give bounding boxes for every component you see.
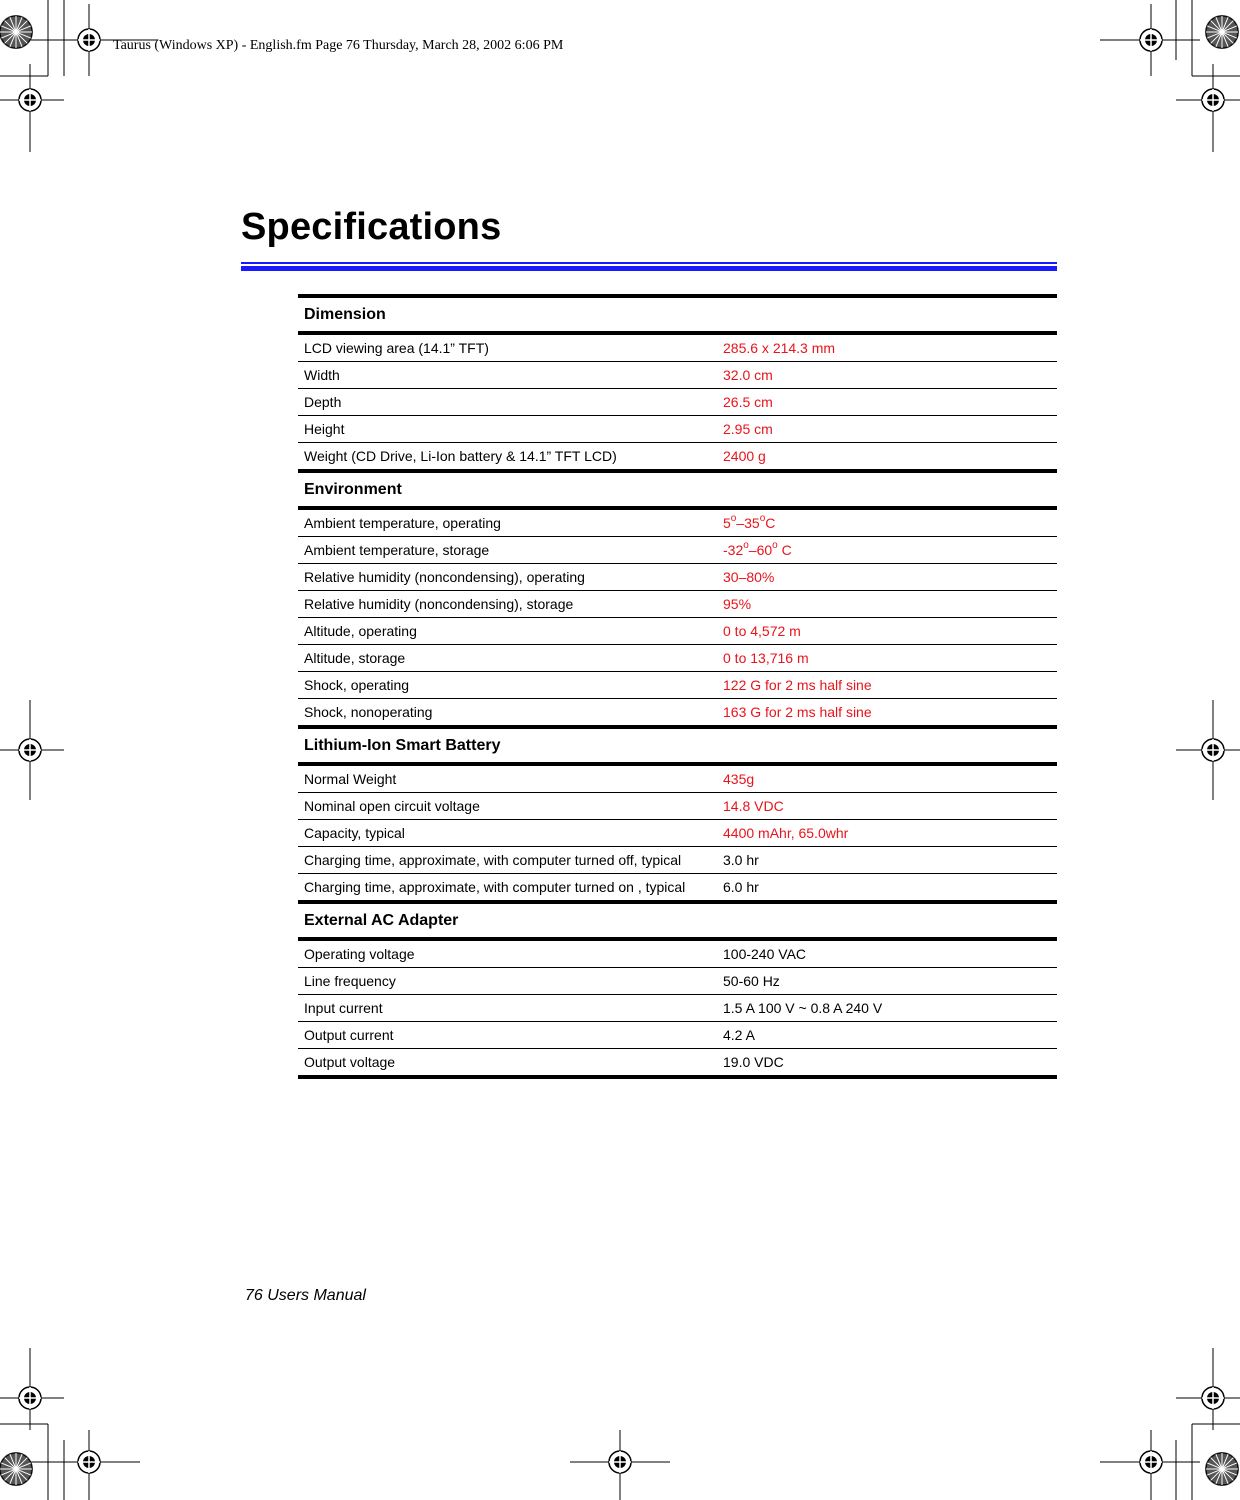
spec-value-part: -32: [723, 542, 744, 558]
spec-row: [298, 995, 1057, 1022]
spec-value: 14.8 VDC: [717, 793, 1057, 820]
spec-value: 0 to 13,716 m: [717, 645, 1057, 672]
spec-label: Line frequency: [298, 968, 717, 995]
section-heading: Lithium-Ion Smart Battery: [298, 727, 1057, 764]
spec-row: [298, 645, 1057, 672]
spec-label: Altitude, operating: [298, 618, 717, 645]
section-header-row: [298, 296, 1057, 333]
section-heading: Environment: [298, 471, 1057, 508]
section-heading: Dimension: [298, 296, 1057, 333]
spec-label: Input current: [298, 995, 717, 1022]
page-title: Specifications: [241, 206, 502, 248]
spec-value: [717, 537, 1057, 564]
spec-value: 0 to 4,572 m: [717, 618, 1057, 645]
section-header-row: [298, 727, 1057, 764]
spec-label: Depth: [298, 389, 717, 416]
spec-row: [298, 591, 1057, 618]
spec-row: [298, 793, 1057, 820]
spec-value: 50-60 Hz: [717, 968, 1057, 995]
spec-label: Output current: [298, 1022, 717, 1049]
spec-value: 163 G for 2 ms half sine: [717, 699, 1057, 728]
spec-value: 19.0 VDC: [717, 1049, 1057, 1078]
spec-value: 2400 g: [717, 443, 1057, 472]
spec-row: [298, 939, 1057, 968]
spec-value: 95%: [717, 591, 1057, 618]
spec-value: 26.5 cm: [717, 389, 1057, 416]
spec-row: [298, 389, 1057, 416]
spec-row: [298, 874, 1057, 903]
spec-value: 4400 mAhr, 65.0whr: [717, 820, 1057, 847]
title-rule-thin: [241, 262, 1057, 264]
spec-row: [298, 333, 1057, 362]
spec-value-part: C: [777, 542, 792, 558]
spec-value: 32.0 cm: [717, 362, 1057, 389]
spec-row: [298, 1022, 1057, 1049]
spec-row: [298, 362, 1057, 389]
spec-value: 122 G for 2 ms half sine: [717, 672, 1057, 699]
spec-value-part: C: [765, 515, 776, 531]
spec-value: 435g: [717, 764, 1057, 793]
spec-label: Charging time, approximate, with computer turned on , typical: [298, 874, 717, 903]
spec-row: [298, 537, 1057, 564]
spec-label: Weight (CD Drive, Li-Ion battery & 14.1” TFT LCD): [298, 443, 717, 472]
spec-value-part: 5: [723, 515, 731, 531]
spec-row: [298, 508, 1057, 537]
spec-value-part: –60: [748, 542, 773, 558]
spec-value: 1.5 A 100 V ~ 0.8 A 240 V: [717, 995, 1057, 1022]
spec-row: [298, 443, 1057, 472]
spec-label: Capacity, typical: [298, 820, 717, 847]
spec-label: Relative humidity (noncondensing), operating: [298, 564, 717, 591]
spec-label: Ambient temperature, storage: [298, 537, 717, 564]
spec-label: Shock, nonoperating: [298, 699, 717, 728]
spec-value: 6.0 hr: [717, 874, 1057, 903]
section-header-row: [298, 902, 1057, 939]
spec-row: [298, 1049, 1057, 1078]
spec-row: [298, 416, 1057, 443]
degree-mark: o: [772, 540, 778, 552]
page-footer: 76 Users Manual: [245, 1287, 366, 1304]
spec-label: Altitude, storage: [298, 645, 717, 672]
spec-label: Width: [298, 362, 717, 389]
spec-label: Operating voltage: [298, 939, 717, 968]
degree-mark: o: [730, 513, 737, 525]
specifications-table-body: [298, 296, 1057, 1077]
spec-label: Output voltage: [298, 1049, 717, 1078]
spec-row: [298, 564, 1057, 591]
spec-label: Normal Weight: [298, 764, 717, 793]
spec-value: 285.6 x 214.3 mm: [717, 333, 1057, 362]
title-rule: [241, 262, 1057, 272]
specifications-table: [298, 294, 1057, 1079]
section-heading: External AC Adapter: [298, 902, 1057, 939]
spec-value: 100-240 VAC: [717, 939, 1057, 968]
spec-value: 30–80%: [717, 564, 1057, 591]
spec-value: 2.95 cm: [717, 416, 1057, 443]
print-header-line: Taurus (Windows XP) - English.fm Page 76 Thursday, March 28, 2002 6:06 PM: [113, 38, 564, 53]
degree-mark: o: [759, 513, 766, 525]
spec-row: [298, 672, 1057, 699]
spec-row: [298, 847, 1057, 874]
spec-row: [298, 699, 1057, 728]
spec-label: Shock, operating: [298, 672, 717, 699]
spec-row: [298, 968, 1057, 995]
spec-label: Charging time, approximate, with computer turned off, typical: [298, 847, 717, 874]
spec-row: [298, 618, 1057, 645]
spec-row: [298, 820, 1057, 847]
spec-value: [717, 508, 1057, 537]
section-header-row: [298, 471, 1057, 508]
title-rule-thick: [241, 266, 1057, 271]
spec-label: Relative humidity (noncondensing), storage: [298, 591, 717, 618]
spec-label: Ambient temperature, operating: [298, 508, 717, 537]
spec-label: LCD viewing area (14.1” TFT): [298, 333, 717, 362]
spec-value-part: –35: [736, 515, 760, 531]
spec-label: Height: [298, 416, 717, 443]
spec-value: 4.2 A: [717, 1022, 1057, 1049]
spec-value: 3.0 hr: [717, 847, 1057, 874]
spec-label: Nominal open circuit voltage: [298, 793, 717, 820]
degree-mark: o: [743, 540, 749, 552]
spec-row: [298, 764, 1057, 793]
